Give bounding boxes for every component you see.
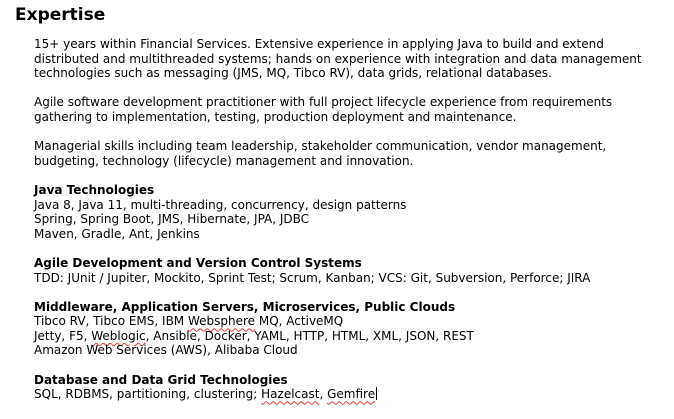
- text-run: , Ansible, Docker, YAML, HTTP, HTML, XML, JSON, REST: [145, 328, 474, 343]
- paragraph-line: budgeting, technology (lifecycle) management and innovation.: [34, 153, 414, 168]
- text-run: ,: [319, 387, 328, 402]
- section-java-technologies: [34, 183, 664, 241]
- section-heading: Middleware, Application Servers, Microservices, Public Clouds: [34, 299, 456, 314]
- text-cursor: [376, 387, 377, 400]
- section-line: [34, 314, 664, 329]
- text-run: SQL, RDBMS, partitioning, clustering;: [34, 387, 262, 402]
- section-line: Maven, Gradle, Ant, Jenkins: [34, 226, 200, 241]
- section-heading: Agile Development and Version Control Systems: [34, 255, 362, 270]
- paragraph-line: gathering to implementation, testing, production deployment and maintenance.: [34, 109, 517, 124]
- misspelled-word[interactable]: Weblogic: [91, 328, 146, 343]
- misspelled-word[interactable]: Hazelcast: [261, 387, 320, 402]
- section-line: [34, 329, 664, 344]
- paragraph-line: Managerial skills including team leadership, stakeholder communication, vendor management,: [34, 139, 607, 154]
- paragraph-line: 15+ years within Financial Services. Extensive experience in applying Java to build and extend: [34, 37, 604, 51]
- summary-paragraph-financial-services: [34, 37, 664, 81]
- section-line: [34, 387, 664, 402]
- text-run: MQ, ActiveMQ: [255, 314, 344, 329]
- paragraph-line: technologies such as messaging (JMS, MQ, Tibco RV), data grids, relational databases.: [34, 66, 552, 81]
- paragraph-line: Agile software development practitioner with full project lifecycle experience from requirements: [34, 95, 613, 110]
- section-line: Java 8, Java 11, multi-threading, concurrency, design patterns: [34, 197, 407, 212]
- misspelled-word[interactable]: Websphere: [187, 314, 256, 329]
- section-line: Spring, Spring Boot, JMS, Hibernate, JPA, JDBC: [34, 212, 310, 227]
- paragraph-line: distributed and multithreaded systems; hands on experience with integration and data management: [34, 51, 642, 66]
- summary-paragraph-managerial: [34, 139, 664, 168]
- text-run: Tibco RV, Tibco EMS, IBM: [34, 314, 188, 329]
- misspelled-word[interactable]: Gemfire: [327, 387, 376, 402]
- document-body[interactable]: [34, 37, 664, 416]
- section-line: Amazon Web Services (AWS), Alibaba Cloud: [34, 343, 298, 358]
- text-run: Jetty, F5,: [34, 328, 92, 343]
- section-middleware: [34, 300, 664, 358]
- section-heading: Database and Data Grid Technologies: [34, 372, 288, 387]
- section-line: TDD: JUnit / Jupiter, Mockito, Sprint Test; Scrum, Kanban; VCS: Git, Subversion, Perforce; JIRA: [34, 270, 591, 285]
- section-heading: Java Technologies: [34, 182, 155, 197]
- section-database: [34, 373, 664, 402]
- section-agile-vcs: [34, 256, 664, 285]
- summary-paragraph-agile: [34, 95, 664, 124]
- page-title: Expertise: [15, 5, 106, 25]
